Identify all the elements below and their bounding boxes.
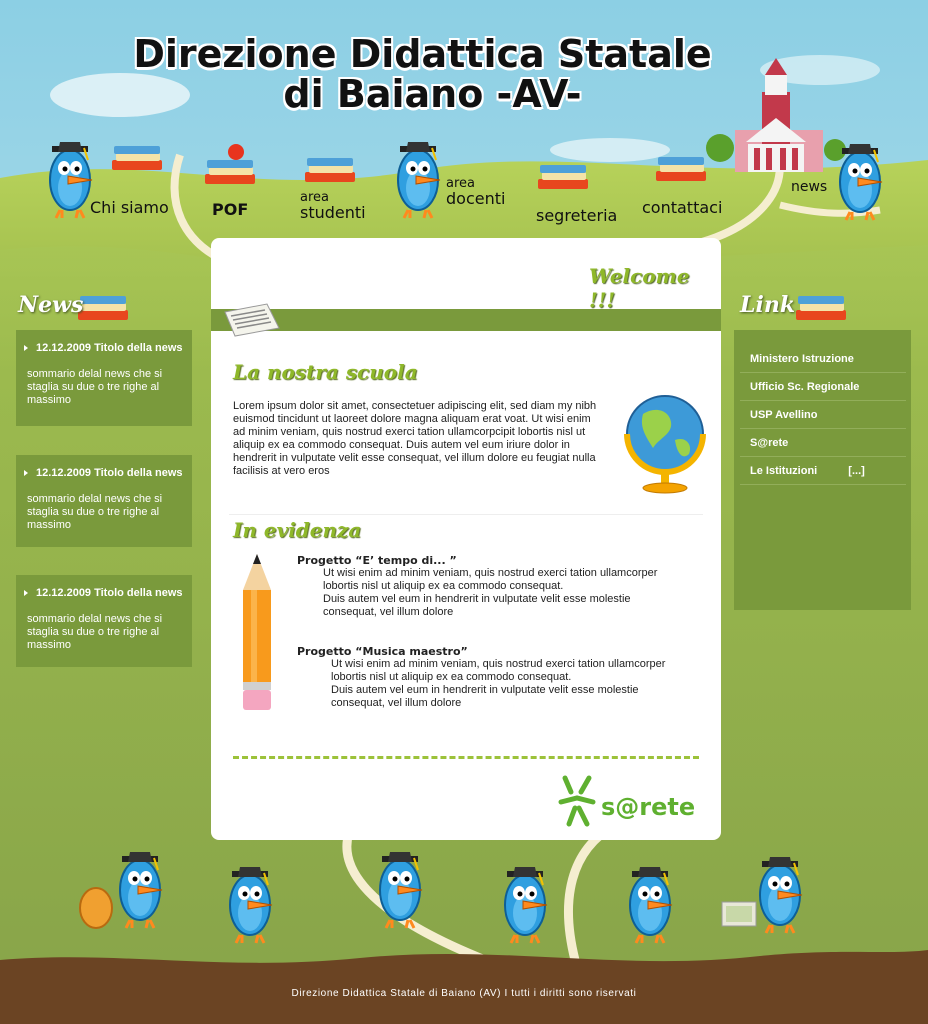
sarete-logo-icon [557,774,599,828]
school-description: Lorem ipsum dolor sit amet, consectetuer adipiscing elit, sed diam my nibh euismod tincidunt ut laoreet dolore magna aliquam erat voat. Ut wisi enim ad minim veniam, quis nostrud exerci tation ullamcorpcipit lobortis nisl ut aliquip ex ea commodo consequat. Duis autem vel eum iriure dolor in hendrerit in vulputate velit esse consequat, vel illum dolore eu feugiat nulla facilisis at vero eros [233,400,597,477]
welcome-heading: Welcome !!! [589,264,690,312]
news-item[interactable] [16,330,192,426]
nav-area-docenti[interactable]: area docenti [446,176,506,208]
main-content-panel [211,238,721,840]
link-ufficio-regionale[interactable]: Ufficio Sc. Regionale [740,374,906,401]
news-item-summary: sommario delal news che si staglia su due o tre righe al massimo [27,613,163,651]
sarete-logo-text: s@rete [601,793,696,821]
pencil-icon [233,550,283,718]
project-line: consequat, vel illum dolore [331,697,462,709]
dashed-divider [233,756,699,759]
project-line: Duis autem vel eum in hendrerit in vulputate velit esse molestie [323,593,631,605]
newspaper-icon [221,302,285,338]
news-item-title[interactable]: 12.12.2009 Titolo della news [36,342,183,354]
nav-chi-siamo[interactable]: Chi siamo [90,198,169,217]
project-item [297,645,717,710]
school-section-title: La nostra scuola [233,360,418,384]
nav-segreteria[interactable]: segreteria [536,206,618,225]
bullet-arrow-icon [24,470,28,476]
link-ministero-istruzione[interactable]: Ministero Istruzione [740,346,906,373]
header-divider-band [211,309,721,331]
project-line: Ut wisi enim ad minim veniam, quis nostrud exerci tation ullamcorper [323,567,658,579]
news-heading: News [18,292,84,318]
more-link[interactable]: [...] [848,465,865,477]
project-title: Progetto “Musica maestro” [297,645,468,658]
site-title-line1: Direzione Didattica Statale [133,32,712,76]
news-item-title[interactable]: 12.12.2009 Titolo della news [36,467,183,479]
project-item [297,554,717,619]
link-list [734,330,911,610]
news-item-summary: sommario delal news che si staglia su due o tre righe al massimo [27,368,163,406]
project-line: lobortis nisl ut aliquip ex ea commodo consequat. [323,580,564,592]
nav-pof[interactable]: POF [212,200,249,219]
nav-area-studenti[interactable]: area studenti [300,190,366,222]
bullet-arrow-icon [24,345,28,351]
link-le-istituzioni[interactable]: Le Istituzioni [...] [740,458,906,485]
project-line: lobortis nisl ut aliquip ex ea commodo consequat. [331,671,572,683]
bullet-arrow-icon [24,590,28,596]
project-line: consequat, vel illum dolore [323,606,454,618]
nav-contattaci[interactable]: contattaci [642,198,723,217]
link-heading: Link [740,292,796,318]
footer-copyright: Direzione Didattica Statale di Baiano (AV) I tutti i diritti sono riservati [291,988,637,999]
news-item[interactable] [16,455,192,547]
project-line: Duis autem vel eum in hendrerit in vulputate velit esse molestie [331,684,639,696]
news-item-title[interactable]: 12.12.2009 Titolo della news [36,587,183,599]
news-item[interactable] [16,575,192,667]
link-sarete[interactable]: S@rete [740,430,906,457]
site-title [0,34,845,114]
link-usp-avellino[interactable]: USP Avellino [740,402,906,429]
nav-news[interactable]: news [791,179,828,195]
highlight-section-title: In evidenza [233,518,362,542]
section-separator [229,514,703,515]
project-line: Ut wisi enim ad minim veniam, quis nostrud exerci tation ullamcorper [331,658,666,670]
news-item-summary: sommario delal news che si staglia su due o tre righe al massimo [27,493,163,531]
site-title-line2: di Baiano -AV- [283,72,582,116]
globe-icon [609,380,721,502]
project-title: Progetto “E’ tempo di... ” [297,554,457,567]
